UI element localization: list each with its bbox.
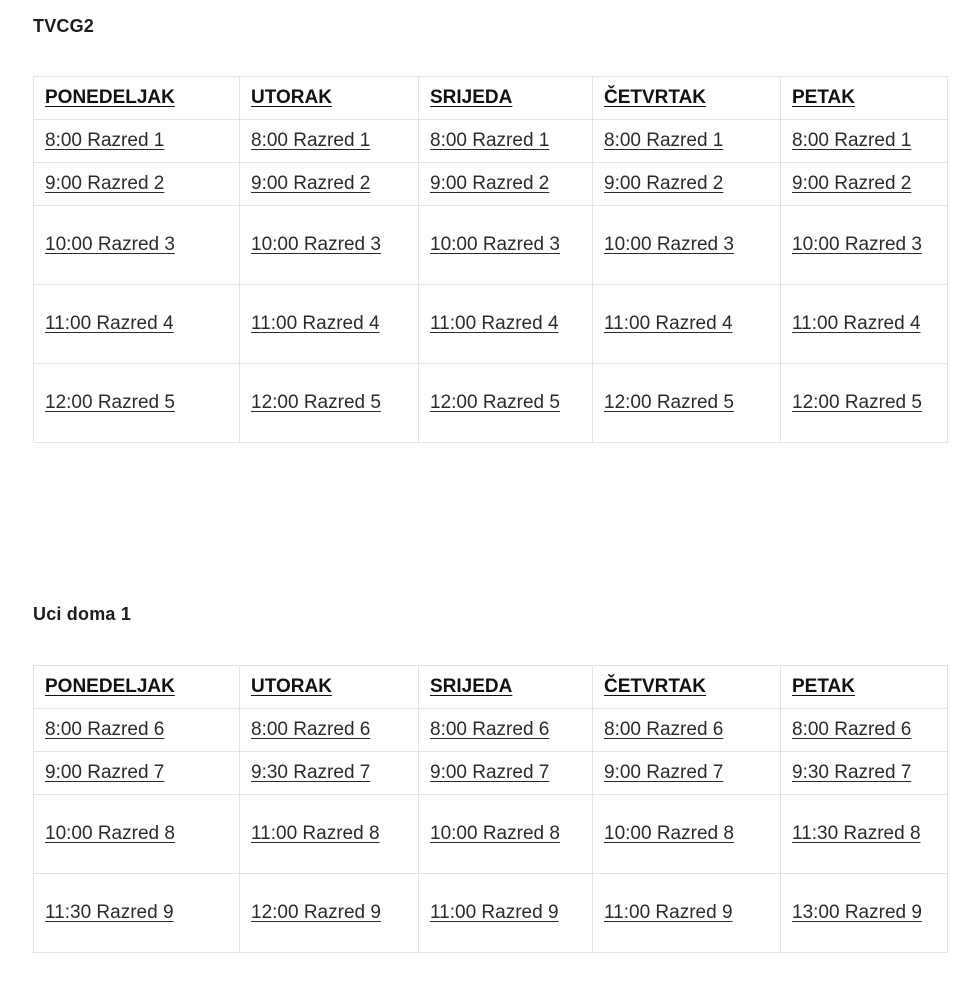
class-link[interactable]: 9:30 Razred 7 [792, 762, 912, 783]
table-row [34, 364, 948, 443]
class-link[interactable]: 10:00 Razred 8 [45, 823, 175, 844]
table-cell [419, 709, 593, 752]
table-cell [593, 752, 781, 795]
class-link[interactable]: 10:00 Razred 3 [604, 234, 734, 255]
table-cell [240, 285, 419, 364]
class-link[interactable]: 8:00 Razred 1 [45, 130, 165, 151]
table-cell [593, 206, 781, 285]
column-header-link[interactable]: ČETVRTAK [604, 676, 707, 697]
table-cell [593, 874, 781, 953]
table-cell [593, 285, 781, 364]
table-cell [34, 120, 240, 163]
class-link[interactable]: 8:00 Razred 1 [604, 130, 724, 151]
column-header-link[interactable]: UTORAK [251, 87, 332, 108]
table-cell [240, 709, 419, 752]
class-link[interactable]: 8:00 Razred 1 [792, 130, 912, 151]
table-row [34, 709, 948, 752]
table-cell [419, 120, 593, 163]
column-header-link[interactable]: SRIJEDA [430, 676, 513, 697]
table-cell [419, 364, 593, 443]
table-row [34, 874, 948, 953]
class-link[interactable]: 12:00 Razred 5 [792, 392, 922, 413]
table-row [34, 795, 948, 874]
table-row [34, 752, 948, 795]
table-cell [34, 752, 240, 795]
schedule-title: Uci doma 1 [33, 604, 132, 624]
column-header [593, 77, 781, 120]
column-header-link[interactable]: SRIJEDA [430, 87, 513, 108]
column-header [240, 77, 419, 120]
class-link[interactable]: 9:00 Razred 2 [792, 173, 912, 194]
class-link[interactable]: 8:00 Razred 1 [430, 130, 550, 151]
table-cell [781, 795, 948, 874]
table-row [34, 120, 948, 163]
class-link[interactable]: 10:00 Razred 3 [251, 234, 381, 255]
table-cell [593, 795, 781, 874]
class-link[interactable]: 11:00 Razred 4 [45, 313, 174, 334]
table-cell [781, 874, 948, 953]
class-link[interactable]: 10:00 Razred 8 [604, 823, 734, 844]
table-cell [781, 120, 948, 163]
class-link[interactable]: 9:30 Razred 7 [251, 762, 371, 783]
class-link[interactable]: 8:00 Razred 6 [792, 719, 912, 740]
column-header [419, 77, 593, 120]
column-header-link[interactable]: PONEDELJAK [45, 676, 175, 697]
class-link[interactable]: 9:00 Razred 2 [604, 173, 724, 194]
class-link[interactable]: 9:00 Razred 7 [430, 762, 550, 783]
class-link[interactable]: 9:00 Razred 7 [604, 762, 724, 783]
table-cell [593, 120, 781, 163]
class-link[interactable]: 8:00 Razred 6 [45, 719, 165, 740]
table-cell [34, 795, 240, 874]
class-link[interactable]: 9:00 Razred 2 [45, 173, 165, 194]
column-header-link[interactable]: UTORAK [251, 676, 332, 697]
column-header-link[interactable]: ČETVRTAK [604, 87, 707, 108]
class-link[interactable]: 11:00 Razred 4 [430, 313, 559, 334]
schedule-title: TVCG2 [33, 16, 95, 36]
table-cell [34, 709, 240, 752]
class-link[interactable]: 10:00 Razred 8 [430, 823, 560, 844]
class-link[interactable]: 12:00 Razred 9 [251, 902, 381, 923]
class-link[interactable]: 8:00 Razred 6 [430, 719, 550, 740]
class-link[interactable]: 11:00 Razred 4 [604, 313, 733, 334]
class-link[interactable]: 11:30 Razred 8 [792, 823, 921, 844]
table-cell [34, 874, 240, 953]
class-link[interactable]: 12:00 Razred 5 [430, 392, 560, 413]
class-link[interactable]: 10:00 Razred 3 [430, 234, 560, 255]
class-link[interactable]: 11:00 Razred 4 [251, 313, 380, 334]
class-link[interactable]: 9:00 Razred 2 [251, 173, 371, 194]
column-header [593, 666, 781, 709]
table-cell [34, 285, 240, 364]
class-link[interactable]: 8:00 Razred 1 [251, 130, 371, 151]
table-cell [34, 206, 240, 285]
schedule-table [33, 76, 948, 443]
table-header-row [34, 666, 948, 709]
table-cell [240, 120, 419, 163]
table-cell [419, 795, 593, 874]
table-cell [781, 163, 948, 206]
column-header [240, 666, 419, 709]
table-cell [781, 206, 948, 285]
column-header [781, 77, 948, 120]
class-link[interactable]: 10:00 Razred 3 [792, 234, 922, 255]
class-link[interactable]: 13:00 Razred 9 [792, 902, 922, 923]
table-cell [781, 752, 948, 795]
class-link[interactable]: 8:00 Razred 6 [251, 719, 371, 740]
table-cell [593, 364, 781, 443]
column-header-link[interactable]: PETAK [792, 676, 855, 697]
table-cell [240, 364, 419, 443]
class-link[interactable]: 11:30 Razred 9 [45, 902, 174, 923]
class-link[interactable]: 12:00 Razred 5 [45, 392, 175, 413]
class-link[interactable]: 11:00 Razred 9 [604, 902, 733, 923]
column-header-link[interactable]: PETAK [792, 87, 855, 108]
class-link[interactable]: 11:00 Razred 9 [430, 902, 559, 923]
table-cell [240, 874, 419, 953]
column-header [781, 666, 948, 709]
table-cell [593, 163, 781, 206]
column-header [419, 666, 593, 709]
table-cell [240, 752, 419, 795]
table-cell [593, 709, 781, 752]
class-link[interactable]: 11:00 Razred 4 [792, 313, 921, 334]
class-link[interactable]: 9:00 Razred 7 [45, 762, 165, 783]
table-cell [34, 163, 240, 206]
table-header-row [34, 77, 948, 120]
table-cell [419, 752, 593, 795]
table-cell [34, 364, 240, 443]
table-cell [240, 163, 419, 206]
class-link[interactable]: 11:00 Razred 8 [251, 823, 380, 844]
class-link[interactable]: 10:00 Razred 3 [45, 234, 175, 255]
table-cell [240, 795, 419, 874]
column-header [34, 666, 240, 709]
table-row [34, 206, 948, 285]
column-header [34, 77, 240, 120]
class-link[interactable]: 8:00 Razred 6 [604, 719, 724, 740]
class-link[interactable]: 12:00 Razred 5 [251, 392, 381, 413]
table-cell [419, 874, 593, 953]
table-cell [781, 364, 948, 443]
schedule-table [33, 665, 948, 953]
table-cell [419, 285, 593, 364]
table-row [34, 163, 948, 206]
class-link[interactable]: 9:00 Razred 2 [430, 173, 550, 194]
table-cell [781, 709, 948, 752]
column-header-link[interactable]: PONEDELJAK [45, 87, 175, 108]
table-cell [419, 206, 593, 285]
table-row [34, 285, 948, 364]
table-cell [781, 285, 948, 364]
table-cell [419, 163, 593, 206]
table-cell [240, 206, 419, 285]
class-link[interactable]: 12:00 Razred 5 [604, 392, 734, 413]
